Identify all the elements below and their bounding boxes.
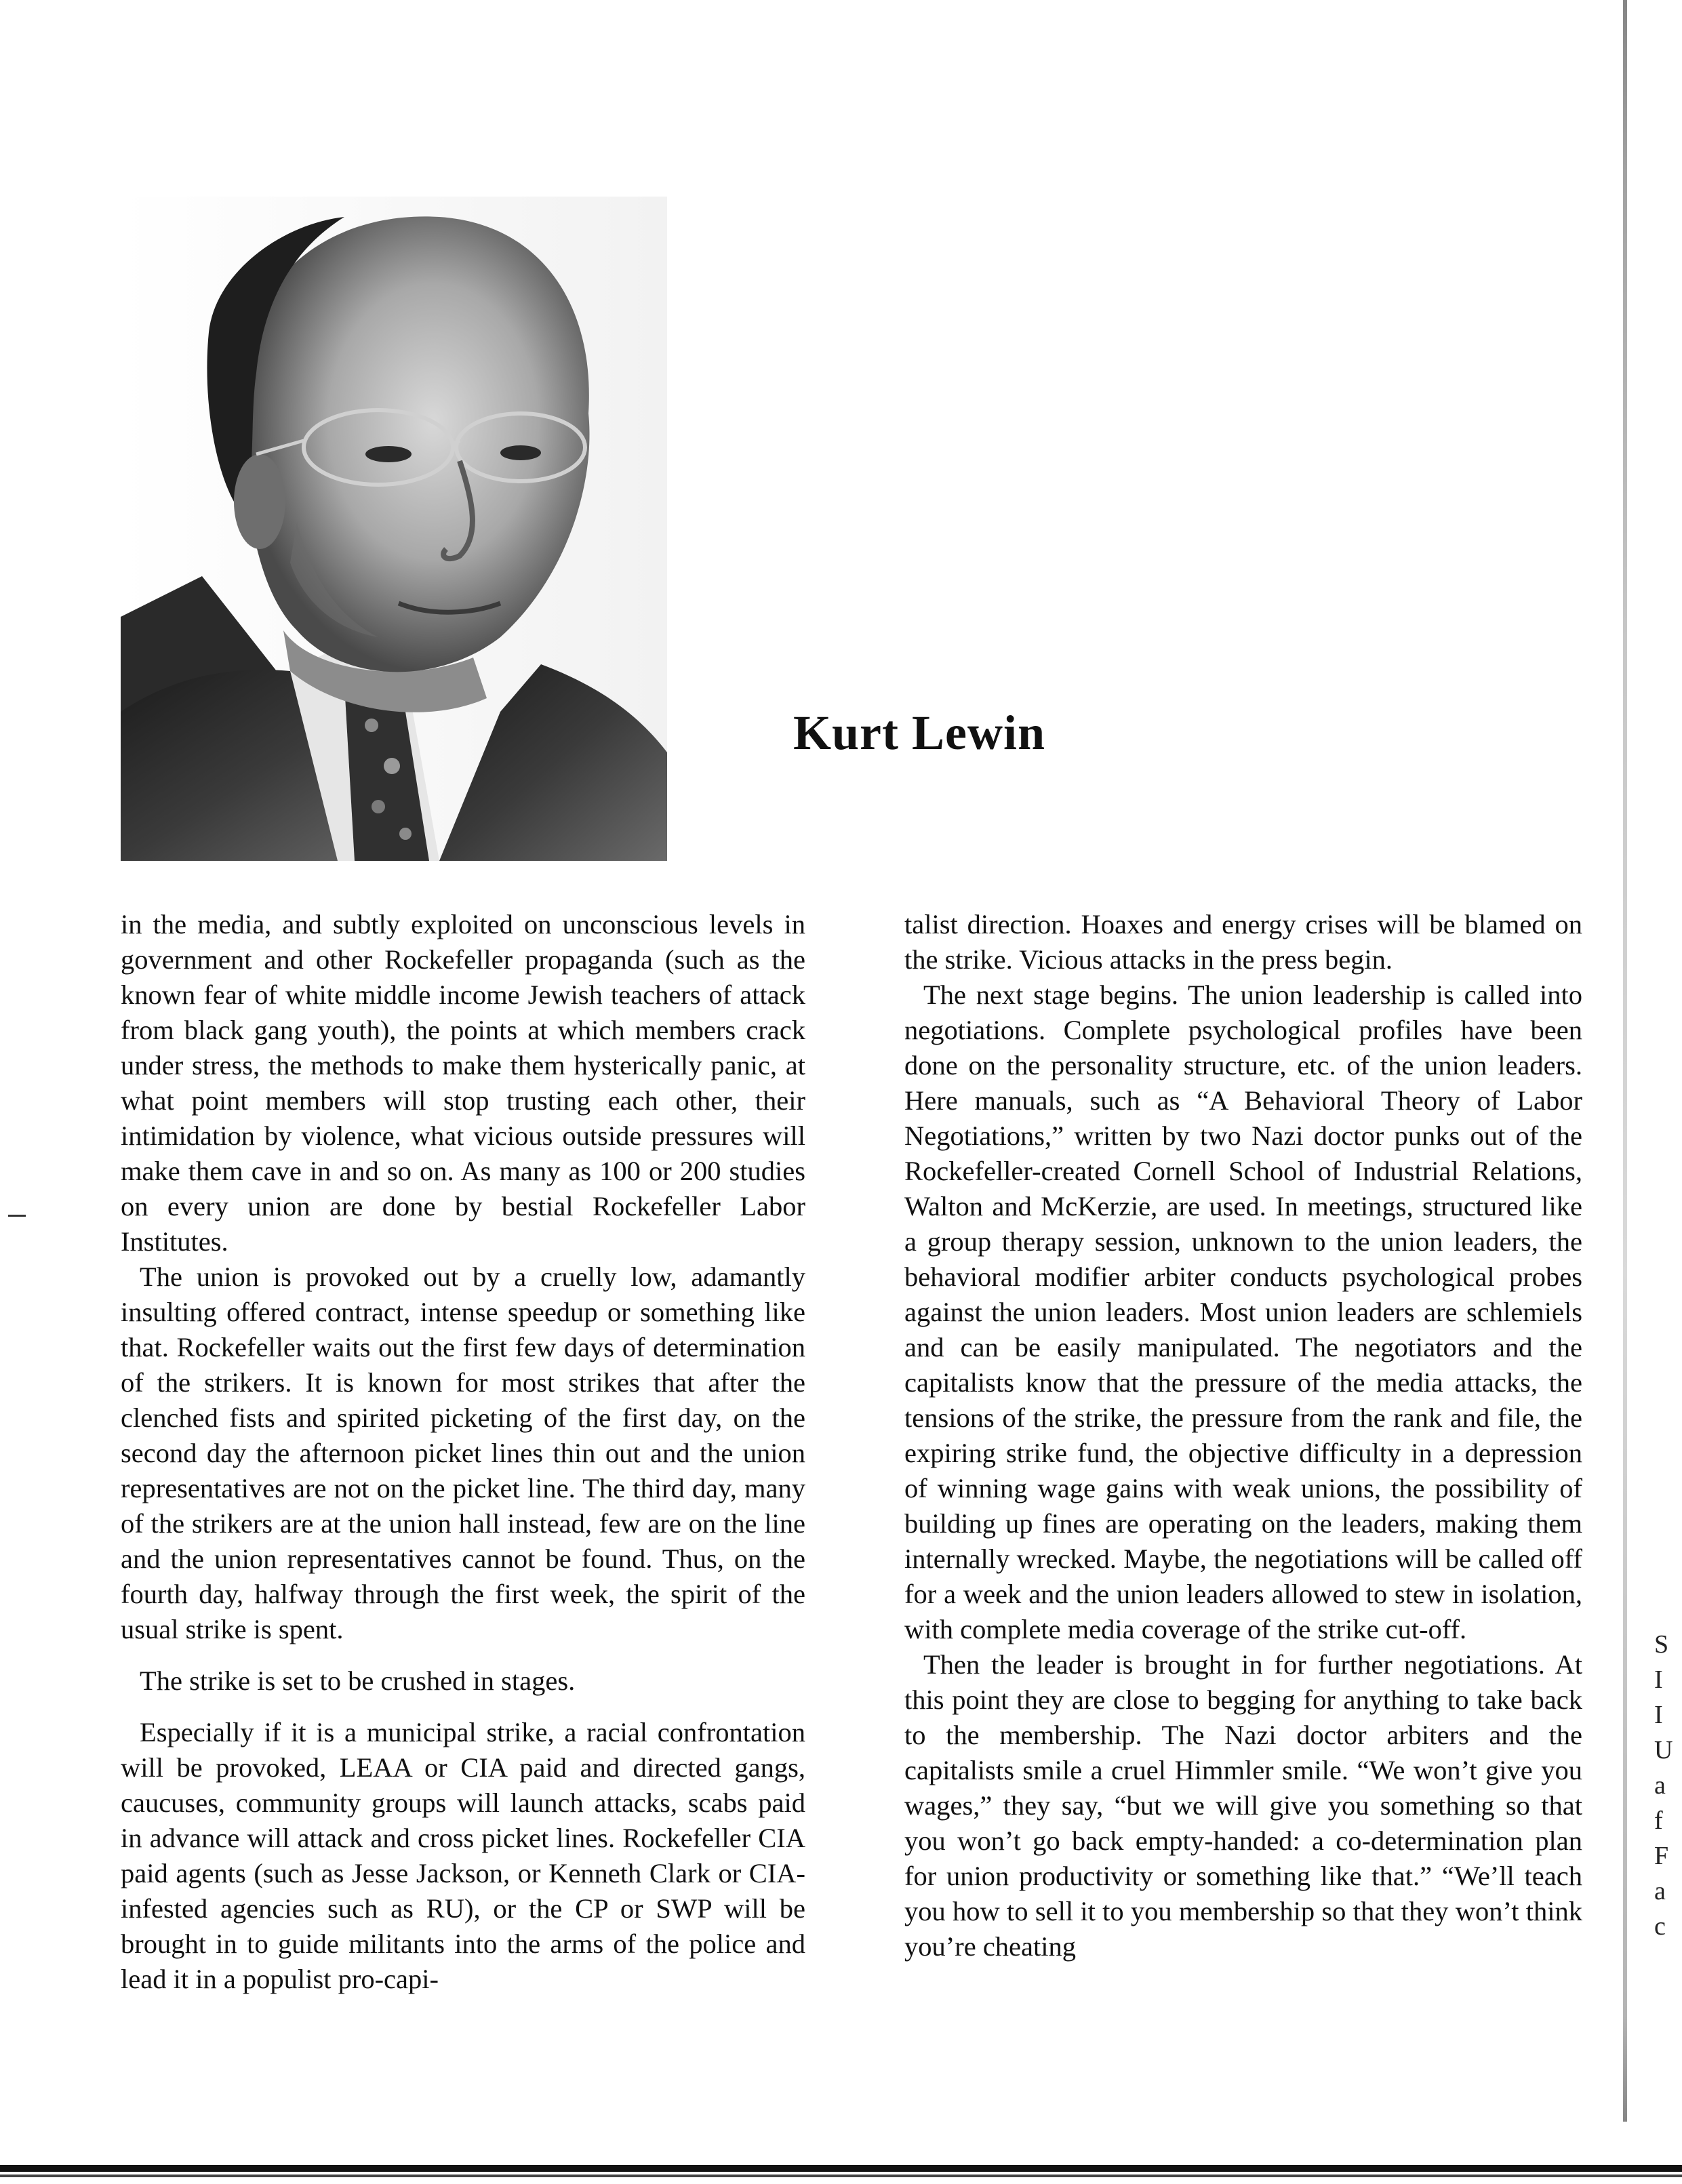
fragment: S [1654,1630,1669,1659]
paragraph: The strike is set to be crushed in stages. [140,1665,576,1696]
bottom-border-thin [0,2175,1682,2177]
portrait-photo [121,197,667,861]
fragment: a [1654,1877,1666,1905]
paragraph: in the media, and subtly exploited on unconscious levels in government and other Rockefeller propaganda (such as the known fear of white middle income Jewish teachers of attack from black gang youth), the points at which members crack under stress, the methods to make them hysterically panic, at what point members will stop trusting each other, their intimidation by violence, what vicious outside pressures will make them cave in and so on. As many as 100 or 200 studies on every union are done by bestial Rockefeller Labor Institutes. [121,909,805,1257]
paragraph: Then the leader is brought in for further negotiations. At this point they are close to begging for anything to take back to the membership. The Nazi doctor arbiters and the capitalists smile a cruel Himmler smile. “We won’t give you wages,” they say, “but we will give you something so that you won’t go back empty-handed: a co-determination plan for union productivity or something like that.” “We’ll teach you how to sell it to you membership so that they won’t think you’re cheating [904,1649,1582,1962]
paragraph: talist direction. Hoaxes and energy crises will be blamed on the strike. Vicious attacks in the press begin. [904,909,1582,975]
fragment: I [1654,1665,1663,1694]
fragment: f [1654,1806,1663,1835]
margin-mark [8,1215,26,1217]
left-column [121,907,805,1997]
fragment: c [1654,1912,1666,1941]
adjacent-page-fragments [1654,1627,1673,1944]
paragraph: The union is provoked out by a cruelly low, adamantly insulting offered contract, intense speedup or something like that. Rockefeller waits out the first few days of determination of the strikers. It is known for most strikes that after the clenched fists and spirited picketing of the first day, on the second day the afternoon picket lines thin out and the union representatives are not on the picket line. The third day, many of the strikers are at the union hall instead, few are on the line and the union representatives cannot be found. Thus, on the fourth day, halfway through the first week, the spirit of the usual strike is spent. [121,1261,805,1644]
fragment: a [1654,1771,1666,1800]
right-column [904,907,1582,1964]
page-fold-edge [1623,0,1627,2122]
fragment: I [1654,1701,1663,1729]
paragraph: The next stage begins. The union leadership is called into negotiations. Complete psychological profiles have been done on the personality structure, etc. of the union leaders. Here manuals, such as “A Behavioral Theory of Labor Negotiations,” written by two Nazi doctor punks out of the Rockefeller-created Cornell School of Industrial Relations, Walton and McKerzie, are used. In meetings, structured like a group therapy session, unknown to the union leaders, the behavioral modifier arbiter conducts psychological probes against the union leaders. Most union leaders are schlemiels and can be easily manipulated. The negotiators and the capitalists know that the pressure of the media attacks, the tensions of the strike, the pressure from the rank and file, the expiring strike fund, the objective difficulty in a depression of winning wage gains with weak unions, the possibility of building up fines are operating on the leaders, making them internally wrecked. Maybe, the negotiations will be called off for a week and the union leaders allowed to stew in isolation, with complete media coverage of the strike cut-off. [904,979,1582,1644]
photo-caption: Kurt Lewin [793,706,1046,760]
bottom-border [0,2165,1682,2172]
fragment: F [1654,1842,1669,1870]
paragraph: Especially if it is a municipal strike, a racial confrontation will be provoked, LEAA or CIA paid and directed gangs, caucuses, community groups will launch attacks, scabs paid in advance will attack and cross picket lines. Rockefeller CIA paid agents (such as Jesse Jackson, or Kenneth Clark or CIA-infested agencies such as RU), or the CP or SWP will be brought in to guide militants into the arms of the police and lead it in a populist pro-capi- [121,1717,805,1994]
fragment: U [1654,1736,1673,1764]
